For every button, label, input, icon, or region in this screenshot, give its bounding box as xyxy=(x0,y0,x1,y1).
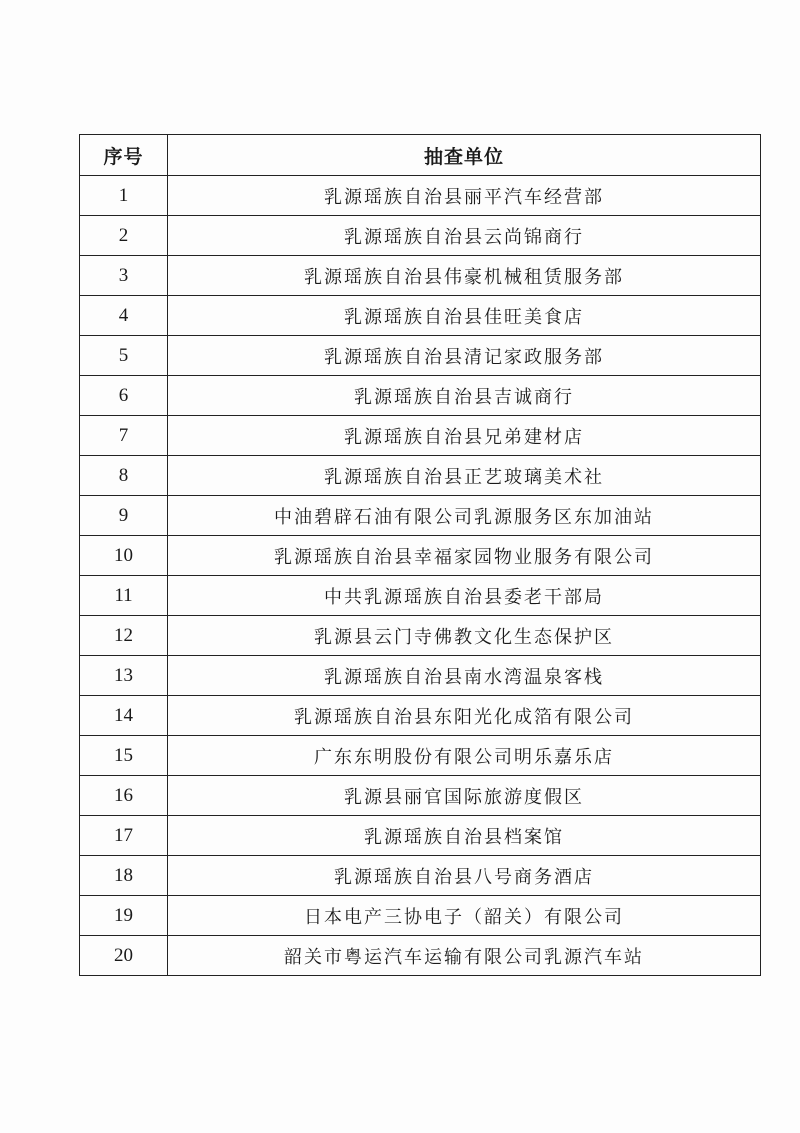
table-row xyxy=(80,616,761,656)
serial-number-cell: 4 xyxy=(80,296,168,336)
header-inspected-unit: 抽查单位 xyxy=(168,135,761,176)
table-row xyxy=(80,496,761,536)
serial-number-cell: 16 xyxy=(80,776,168,816)
inspected-unit-cell: 乳源瑶族自治县伟豪机械租赁服务部 xyxy=(168,256,761,296)
serial-number-cell: 3 xyxy=(80,256,168,296)
table-row xyxy=(80,656,761,696)
inspected-unit-cell: 乳源瑶族自治县兄弟建材店 xyxy=(168,416,761,456)
table-row xyxy=(80,376,761,416)
inspected-unit-cell: 乳源瑶族自治县云尚锦商行 xyxy=(168,216,761,256)
table-row xyxy=(80,416,761,456)
serial-number-cell: 13 xyxy=(80,656,168,696)
inspected-unit-cell: 乳源县丽官国际旅游度假区 xyxy=(168,776,761,816)
table-row xyxy=(80,936,761,976)
table-row xyxy=(80,816,761,856)
table-row xyxy=(80,536,761,576)
inspected-unit-cell: 乳源瑶族自治县佳旺美食店 xyxy=(168,296,761,336)
header-serial-number: 序号 xyxy=(80,135,168,176)
serial-number-cell: 11 xyxy=(80,576,168,616)
inspected-unit-cell: 中共乳源瑶族自治县委老干部局 xyxy=(168,576,761,616)
serial-number-cell: 10 xyxy=(80,536,168,576)
table-row xyxy=(80,856,761,896)
table-row xyxy=(80,576,761,616)
serial-number-cell: 7 xyxy=(80,416,168,456)
table-row xyxy=(80,776,761,816)
serial-number-cell: 19 xyxy=(80,896,168,936)
inspected-unit-cell: 广东东明股份有限公司明乐嘉乐店 xyxy=(168,736,761,776)
table-header-row xyxy=(80,135,761,176)
inspected-unit-cell: 韶关市粤运汽车运输有限公司乳源汽车站 xyxy=(168,936,761,976)
table-body xyxy=(80,176,761,976)
serial-number-cell: 17 xyxy=(80,816,168,856)
inspected-unit-cell: 乳源瑶族自治县正艺玻璃美术社 xyxy=(168,456,761,496)
table-row xyxy=(80,256,761,296)
table-row xyxy=(80,736,761,776)
inspected-unit-cell: 乳源瑶族自治县东阳光化成箔有限公司 xyxy=(168,696,761,736)
inspected-unit-cell: 乳源瑶族自治县档案馆 xyxy=(168,816,761,856)
serial-number-cell: 5 xyxy=(80,336,168,376)
serial-number-cell: 15 xyxy=(80,736,168,776)
serial-number-cell: 12 xyxy=(80,616,168,656)
table-row xyxy=(80,176,761,216)
inspected-unit-cell: 日本电产三协电子（韶关）有限公司 xyxy=(168,896,761,936)
inspected-unit-cell: 乳源瑶族自治县吉诚商行 xyxy=(168,376,761,416)
inspected-unit-cell: 乳源瑶族自治县清记家政服务部 xyxy=(168,336,761,376)
table-row xyxy=(80,696,761,736)
serial-number-cell: 6 xyxy=(80,376,168,416)
serial-number-cell: 2 xyxy=(80,216,168,256)
table-row xyxy=(80,296,761,336)
serial-number-cell: 14 xyxy=(80,696,168,736)
table-row xyxy=(80,456,761,496)
inspected-unit-cell: 乳源瑶族自治县南水湾温泉客栈 xyxy=(168,656,761,696)
inspected-unit-cell: 中油碧辟石油有限公司乳源服务区东加油站 xyxy=(168,496,761,536)
table-row xyxy=(80,216,761,256)
serial-number-cell: 1 xyxy=(80,176,168,216)
inspected-unit-cell: 乳源瑶族自治县八号商务酒店 xyxy=(168,856,761,896)
inspected-unit-cell: 乳源瑶族自治县丽平汽车经营部 xyxy=(168,176,761,216)
table-row xyxy=(80,336,761,376)
serial-number-cell: 9 xyxy=(80,496,168,536)
serial-number-cell: 8 xyxy=(80,456,168,496)
inspection-table xyxy=(79,134,761,976)
table-row xyxy=(80,896,761,936)
serial-number-cell: 18 xyxy=(80,856,168,896)
serial-number-cell: 20 xyxy=(80,936,168,976)
inspected-unit-cell: 乳源县云门寺佛教文化生态保护区 xyxy=(168,616,761,656)
inspected-unit-cell: 乳源瑶族自治县幸福家园物业服务有限公司 xyxy=(168,536,761,576)
